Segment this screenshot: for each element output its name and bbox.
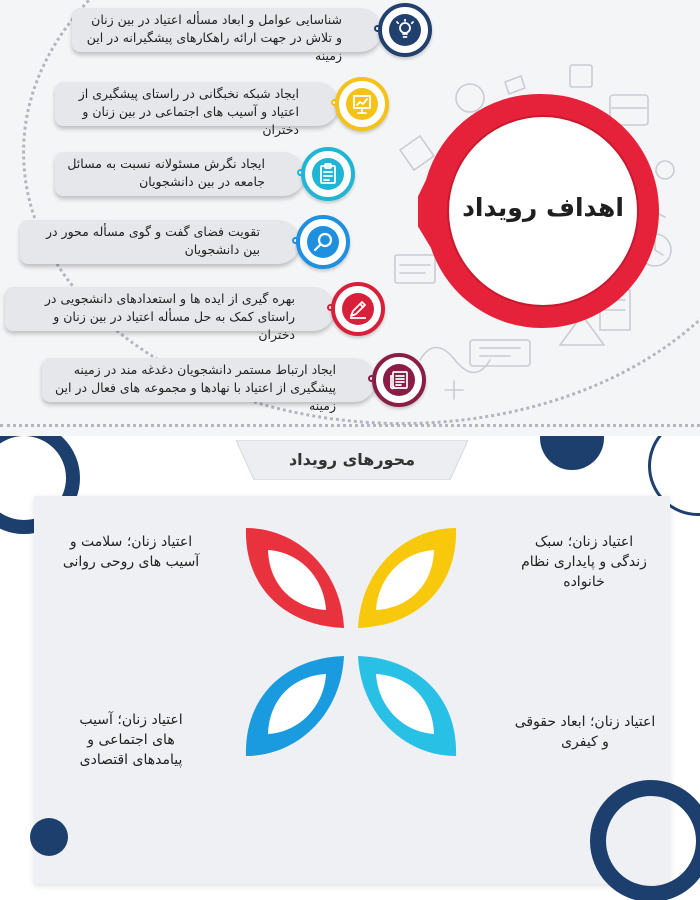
goal-item-6 (42, 358, 432, 413)
goal-text: ایجاد شبکه نخبگانی در راستای پیشگیری از اعتیاد و آسیب های اجتماعی در بین زنان و دختران (78, 86, 299, 137)
axis-label-top-left: اعتیاد زنان؛ سلامت و آسیب های روحی روانی (62, 534, 200, 570)
goal-item-4 (20, 220, 350, 264)
goal-pill (55, 82, 339, 137)
goal-item-3 (55, 152, 355, 196)
goal-icon-circle (372, 353, 426, 407)
leaf-cyan (354, 646, 466, 766)
goals-section (0, 0, 700, 436)
goal-text: ایجاد نگرش مسئولانه نسبت به مسائل جامعه در بین دانشجویان (67, 156, 265, 189)
goal-text: شناسایی عوامل و ابعاد مسأله اعتیاد در بین زنان و تلاش در جهت ارائه راهکارهای پیشگیرانه در این زمینه (86, 12, 342, 63)
goal-pill (55, 152, 305, 196)
leaf-yellow (354, 518, 466, 638)
magnifier-icon (312, 231, 334, 253)
goal-item-1 (72, 8, 432, 63)
goal-item-5 (5, 287, 385, 342)
goal-pill (72, 8, 382, 63)
clipboard-icon (317, 163, 339, 185)
leaf-blue (236, 646, 348, 766)
goal-item-2 (55, 82, 385, 137)
axes-title: محورهای رویداد (288, 450, 416, 469)
goal-pill (20, 220, 300, 264)
leaf-red (236, 518, 348, 638)
goal-icon-circle (335, 77, 389, 131)
decorative-half-circle (540, 436, 604, 470)
goal-text: بهره گیری از ایده ها و استعدادهای دانشجویی در راستای کمک به حل مسأله اعتیاد در بین زنان و دختران (44, 291, 295, 342)
goal-pill (42, 358, 376, 413)
goal-icon-circle (296, 215, 350, 269)
lightbulb-icon (394, 19, 416, 41)
goal-text: تقویت فضای گفت و گوی مسأله محور در بین دانشجویان (45, 224, 260, 257)
goal-text: ایجاد ارتباط مستمر دانشجویان دغدغه مند در زمینه پیشگیری از اعتیاد با نهادها و مجموعه های فعال در این زمینه (55, 362, 336, 413)
axis-label-bottom-left: اعتیاد زنان؛ آسیب های اجتماعی و پیامدهای اقتصادی (79, 712, 183, 768)
pencil-icon (347, 298, 369, 320)
axes-section (0, 436, 700, 900)
axis-label-top-right: اعتیاد زنان؛ سبک زندگی و پایداری نظام خانواده (521, 534, 647, 590)
goals-title: اهداف رویداد (462, 193, 624, 222)
goal-icon-circle (331, 282, 385, 336)
axis-label-bottom-right: اعتیاد زنان؛ ابعاد حقوقی و کیفری (514, 714, 656, 750)
axes-title-tab (236, 440, 468, 480)
newspaper-icon (388, 369, 410, 391)
presentation-board-icon (351, 93, 373, 115)
decorative-ring-bottom (590, 780, 700, 900)
decorative-small-dot (30, 818, 68, 856)
goal-icon-circle (378, 3, 432, 57)
goal-icon-circle (301, 147, 355, 201)
goal-pill (5, 287, 335, 342)
